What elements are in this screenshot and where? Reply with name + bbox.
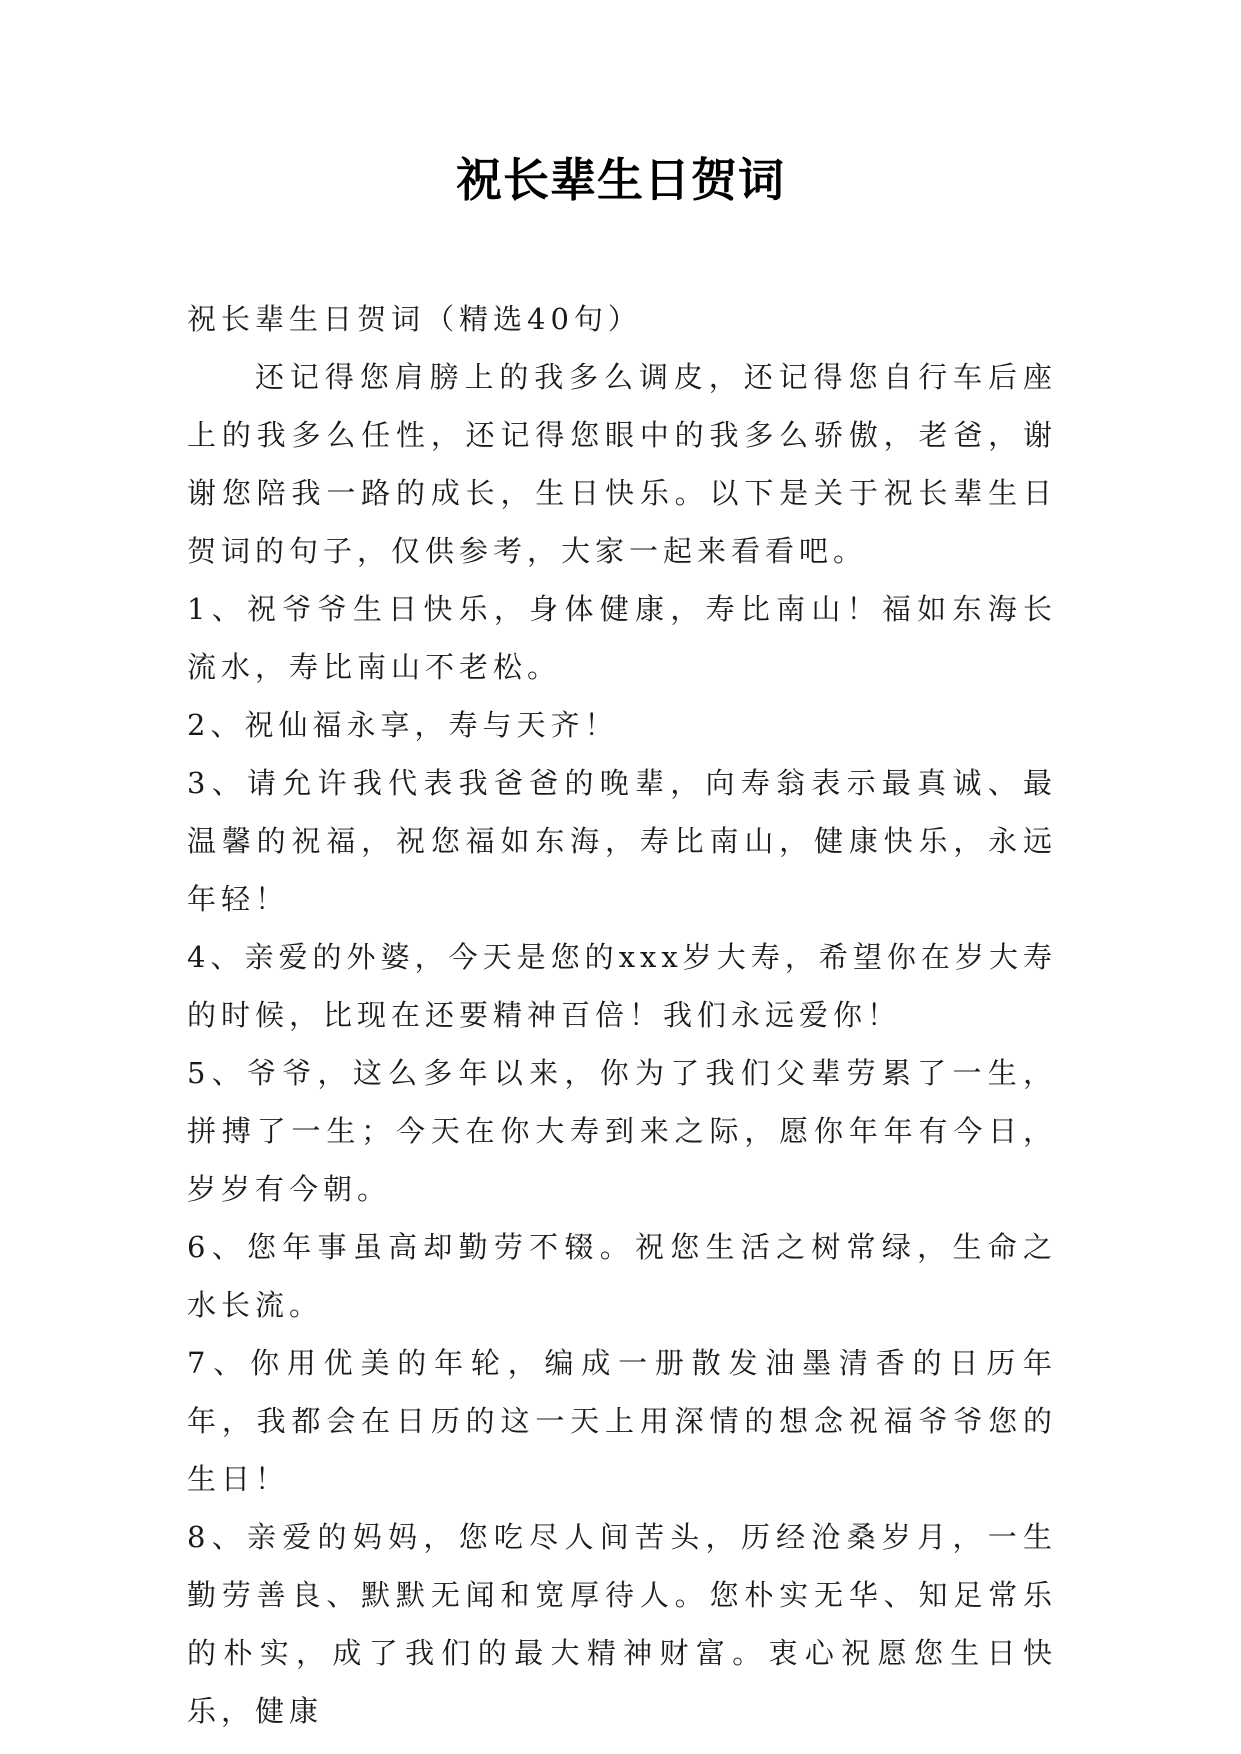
document-body [187, 290, 1057, 1740]
list-item: 5、爷爷，这么多年以来，你为了我们父辈劳累了一生，拼搏了一生；今天在你大寿到来之际，愿你年年有今日，岁岁有今朝。 [187, 1056, 1057, 1206]
list-item: 4、亲爱的外婆，今天是您的xxx岁大寿，希望你在岁大寿的时候，比现在还要精神百倍！我们永远爱你！ [187, 940, 1057, 1032]
document-subtitle: 祝长辈生日贺词（精选40句） [187, 302, 642, 336]
list-item: 7、你用优美的年轮，编成一册散发油墨清香的日历年年，我都会在日历的这一天上用深情的想念祝福爷爷您的生日！ [187, 1346, 1057, 1496]
list-item: 3、请允许我代表我爸爸的晚辈，向寿翁表示最真诚、最温馨的祝福，祝您福如东海，寿比南山，健康快乐，永远年轻！ [187, 766, 1057, 916]
list-item: 6、您年事虽高却勤劳不辍。祝您生活之树常绿，生命之水长流。 [187, 1230, 1057, 1322]
page-title: 祝长辈生日贺词 [456, 153, 785, 207]
intro-paragraph: 还记得您肩膀上的我多么调皮，还记得您自行车后座上的我多么任性，还记得您眼中的我多么骄傲，老爸，谢谢您陪我一路的成长，生日快乐。以下是关于祝长辈生日贺词的句子，仅供参考，大家一起来看看吧。 [187, 360, 1057, 568]
list-item: 8、亲爱的妈妈，您吃尽人间苦头，历经沧桑岁月，一生勤劳善良、默默无闻和宽厚待人。您朴实无华、知足常乐的朴实，成了我们的最大精神财富。衷心祝愿您生日快乐，健康 [187, 1520, 1057, 1728]
list-item: 1、祝爷爷生日快乐，身体健康，寿比南山！福如东海长流水，寿比南山不老松。 [187, 592, 1057, 684]
list-item: 2、祝仙福永享，寿与天齐！ [187, 708, 619, 742]
